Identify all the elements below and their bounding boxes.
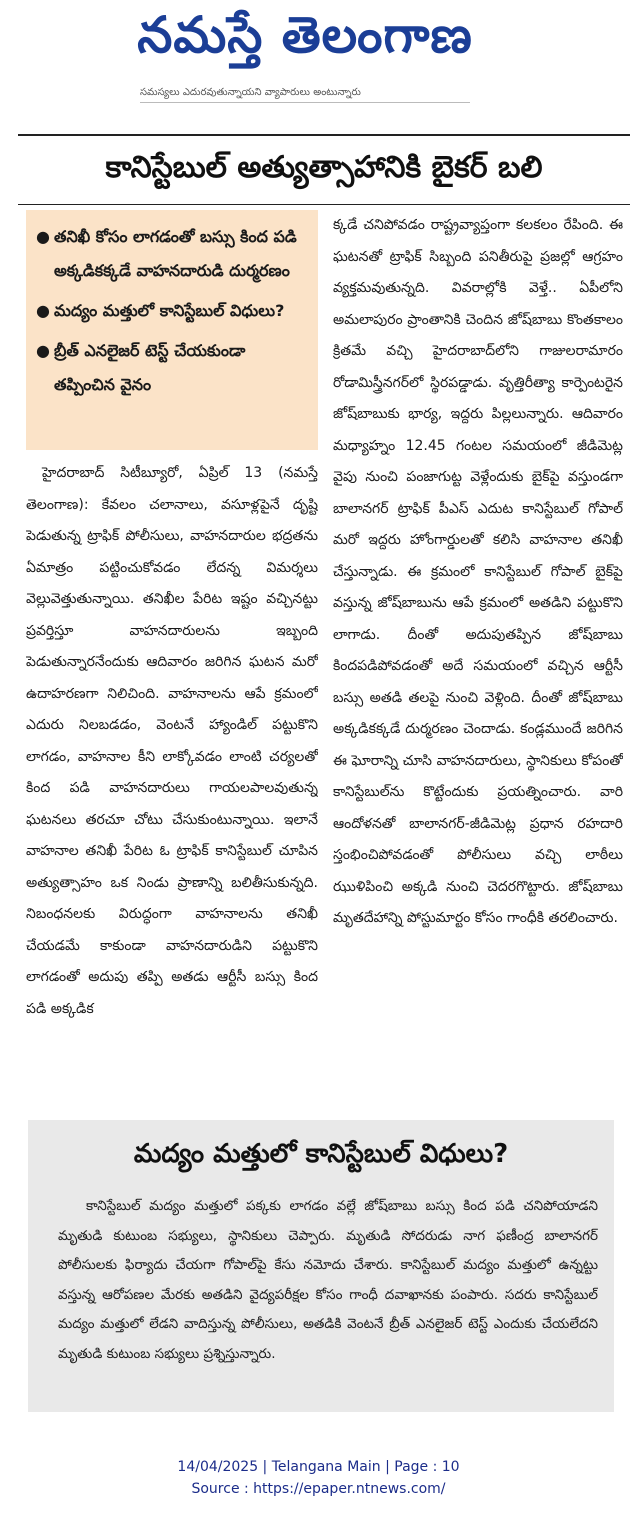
sidebar-paragraph: కానిస్టేబుల్ మద్యం మత్తులో పక్కకు లాగడం వల్లే జోష్‌బాబు బస్సు కింద పడి చనిపోయాడని మృతుడి కుటుంబ సభ్యులు, స్థానికులు చెప్పారు. మృతుడి సోదరుడు నాగ ఫణీంద్ర బాలానగర్ పోలీసులకు ఫిర్యాదు చేయగా గోపాల్‌పై కేసు నమోదు చేశారు. కానిస్టేబుల్ మద్యం మత్తులో ఉన్నట్టు వస్తున్న ఆరోపణల మేరకు అతడిని వైద్యపరీక్షల కోసం గాంధీ దవాఖానకు పంపారు. సదరు కానిస్టేబుల్ మద్యం మత్తులో లేడని వాదిస్తున్న పోలీసులు, అతడికి వెంటనే బ్రీత్ ఎనలైజర్ టెస్ట్ ఎందుకు చేయలేదని మృతుడి కుటుంబ సభ్యులు ప్రశ్నిస్తున్నారు. <box>58 1198 598 1362</box>
highlight-item <box>36 294 308 328</box>
bullet-icon: ● <box>36 301 50 320</box>
highlight-text: మద్యం మత్తులో కానిస్టేబుల్ విధులు? <box>54 301 285 320</box>
newspaper-masthead: నమస్తే తెలంగాణ <box>137 5 473 64</box>
highlight-item <box>36 334 308 402</box>
highlight-item <box>36 220 308 288</box>
headline-bottom-rule <box>18 204 630 205</box>
sidebar-box <box>28 1120 614 1412</box>
highlights-box <box>26 210 318 450</box>
bullet-icon: ● <box>36 341 50 360</box>
article-column-right <box>333 210 623 1090</box>
footer-source-link[interactable]: Source : https://epaper.ntnews.com/ <box>191 1481 446 1497</box>
sidebar-title: మద్యం మత్తులో కానిస్టేబుల్ విధులు? <box>133 1139 509 1169</box>
previous-article-cut-line: సమస్యలు ఎదురవుతున్నాయని వ్యాపారులు అంటున్నారు <box>140 86 470 103</box>
highlight-text: తనిఖీ కోసం లాగడంతో బస్సు కింద పడి అక్కడికక్కడే వాహనదారుడి దుర్మరణం <box>54 227 297 280</box>
footer-date-edition: 14/04/2025 | Telangana Main | Page : 10 <box>177 1459 460 1475</box>
headline-top-rule <box>18 134 630 136</box>
article-paragraph: క్కడే చనిపోవడం రాష్ట్రవ్యాప్తంగా కలకలం రేపింది. ఈ ఘటనతో ట్రాఫిక్ సిబ్బంది పనితీరుపై ప్రజల్లో ఆగ్రహం వ్యక్తమవుతున్నది. వివరాల్లోకి వెళ్తే.. ఏపీలోని అమలాపురం ప్రాంతానికి చెందిన జోష్‌బాబు కొంతకాలం క్రితమే వచ్చి హైదరాబాద్‌లోని గాజులరామారం రోడామిస్త్రీనగర్‌లో స్థిరపడ్డాడు. వృత్తిరీత్యా కార్పెంటరైన జోష్‌బాబుకు భార్య, ఇద్దరు పిల్లలున్నారు. ఆదివారం మధ్యాహ్నం 12.45 గంటల సమయంలో జీడిమెట్ల వైపు నుంచి పంజాగుట్ట వెళ్లేందుకు బైక్‌పై వస్తుండగా బాలానగర్ ట్రాఫిక్ పీఎస్ ఎదుట కానిస్టేబుల్ గోపాల్ మరో ఇద్దరు హోంగార్డులతో కలిసి వాహనాల తనిఖీ చేస్తున్నాడు. ఈ క్రమంలో కానిస్టేబుల్ గోపాల్ బైక్‌పై వస్తున్న జోష్‌బాబును ఆపే క్రమంలో అతడిని పట్టుకొని లాగాడు. దీంతో అదుపుతప్పిన జోష్‌బాబు కిందపడిపోవడంతో అదే సమయంలో వచ్చిన ఆర్టీసీ బస్సు అతడి తలపై నుంచి వెళ్లింది. దీంతో జోష్‌బాబు అక్కడికక్కడే దుర్మరణం చెందాడు. కండ్లముందే జరిగిన ఈ ఘోరాన్ని చూసి వాహనదారులు, స్థానికులు కోపంతో కానిస్టేబుల్‌ను కొట్టేందుకు ప్రయత్నించారు. వారి ఆందోళనతో బాలానగర్-జీడిమెట్ల ప్రధాన రహదారి స్తంభించిపోవడంతో పోలీసులు వచ్చి లాఠీలు ఝుళిపించి అక్కడి నుంచి చెదరగొట్టారు. జోష్‌బాబు మృతదేహాన్ని పోస్టుమార్టం కోసం గాంధీకి తరలించారు. <box>333 217 623 926</box>
sidebar-body <box>58 1192 598 1402</box>
page-footer <box>0 1456 637 1506</box>
article-column-left <box>26 458 318 1113</box>
highlight-text: బ్రీత్ ఎనలైజర్ టెస్ట్ చేయకుండా తప్పించిన వైనం <box>54 341 246 394</box>
article-paragraph: హైదరాబాద్ సిటీబ్యూరో, ఏప్రిల్ 13 (నమస్తే తెలంగాణ): కేవలం చలానాలు, వసూళ్లపైనే దృష్టి పెడుతున్న ట్రాఫిక్ పోలీసులు, వాహనదారుల భద్రతను ఏమాత్రం పట్టించుకోవడం లేదన్న విమర్శలు వెల్లువెత్తుతున్నాయి. తనిఖీల పేరిట ఇష్టం వచ్చినట్టు ప్రవర్తిస్తూ వాహనదారులను ఇబ్బంది పెడుతున్నారనేందుకు ఆదివారం జరిగిన ఘటన మరో ఉదాహరణగా నిలిచింది. వాహనాలను ఆపే క్రమంలో ఎదురు నిలబడడం, వెంటనే హ్యాండిల్ పట్టుకొని లాగడం, వాహనాల కీని లాక్కోవడం లాంటి చర్యలతో కింద పడి వాహనదారులు గాయలపాలవుతున్న ఘటనలు తరచూ చోటు చేసుకుంటున్నాయి. ఇలానే వాహనాల తనిఖీ పేరిట ఓ ట్రాఫిక్ కానిస్టేబుల్ చూపిన అత్యుత్సాహం ఒక నిండు ప్రాణాన్ని బలితీసుకున్నది. నిబంధనలకు విరుద్ధంగా వాహనాలను తనిఖీ చేయడమే కాకుండా వాహనదారుడిని పట్టుకొని లాగడంతో అదుపు తప్పి అతడు ఆర్టీసీ బస్సు కింద పడి అక్కడిక <box>26 465 318 1017</box>
bullet-icon: ● <box>36 227 50 246</box>
article-headline: కానిస్టేబుల్ అత్యుత్సాహానికి బైకర్ బలి <box>105 150 543 185</box>
